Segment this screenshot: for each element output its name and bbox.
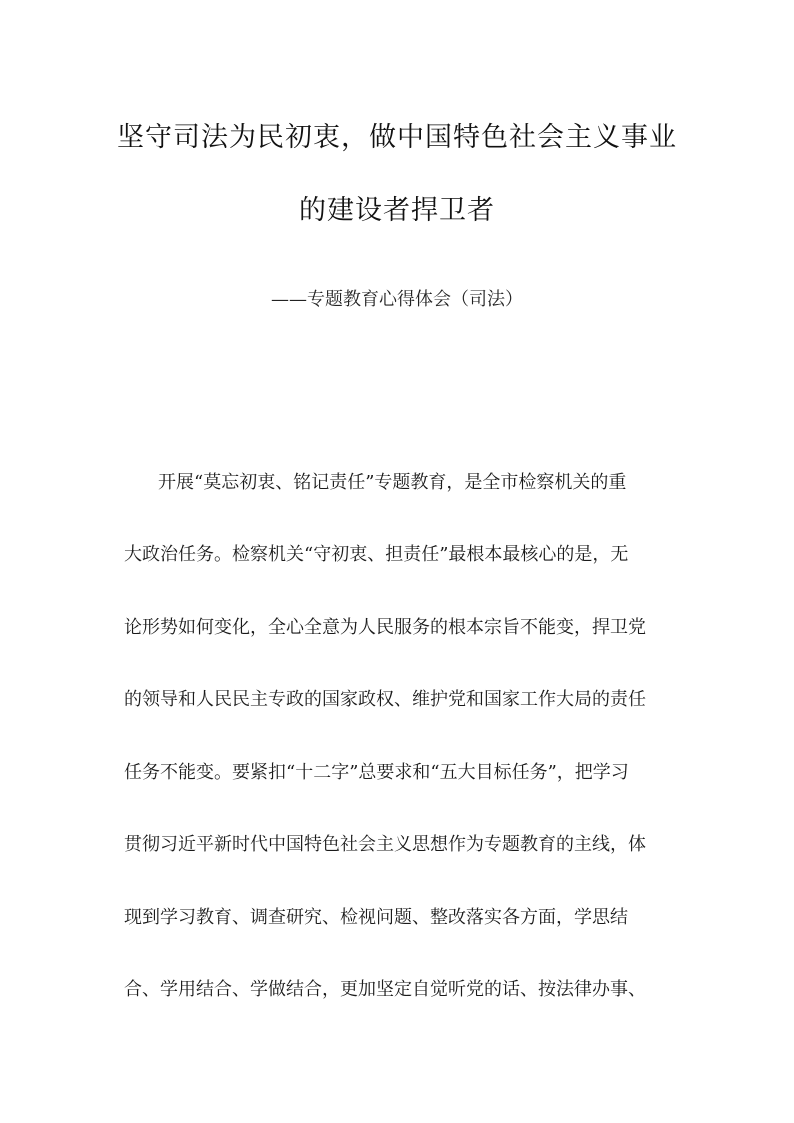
body-line: 合、学用结合、学做结合，更加坚定自觉听党的话、按法律办事、 [124,979,646,1000]
body-line: 贯彻习近平新时代中国特色社会主义思想作为专题教育的主线，体 [124,834,646,855]
body-line: 的领导和人民民主专政的国家政权、维护党和国家工作大局的责任 [124,689,646,710]
body-line: 任务不能变。要紧扣“十二字”总要求和“五大目标任务”，把学习 [124,762,629,783]
body-line: 大政治任务。检察机关“守初衷、担责任”最根本最核心的是，无 [124,544,629,565]
subtitle: ——专题教育心得体会（司法） [271,289,523,310]
title-line-1: 坚守司法为民初衷，做中国特色社会主义事业 [117,122,677,153]
body-line: 论形势如何变化，全心全意为人民服务的根本宗旨不能变，捍卫党 [124,617,646,638]
body-line: 现到学习教育、调查研究、检视问题、整改落实各方面，学思结 [124,907,628,928]
title-line-2: 的建设者捍卫者 [299,195,495,226]
body-line: 开展“莫忘初衷、铭记责任”专题教育，是全市检察机关的重 [158,472,627,493]
